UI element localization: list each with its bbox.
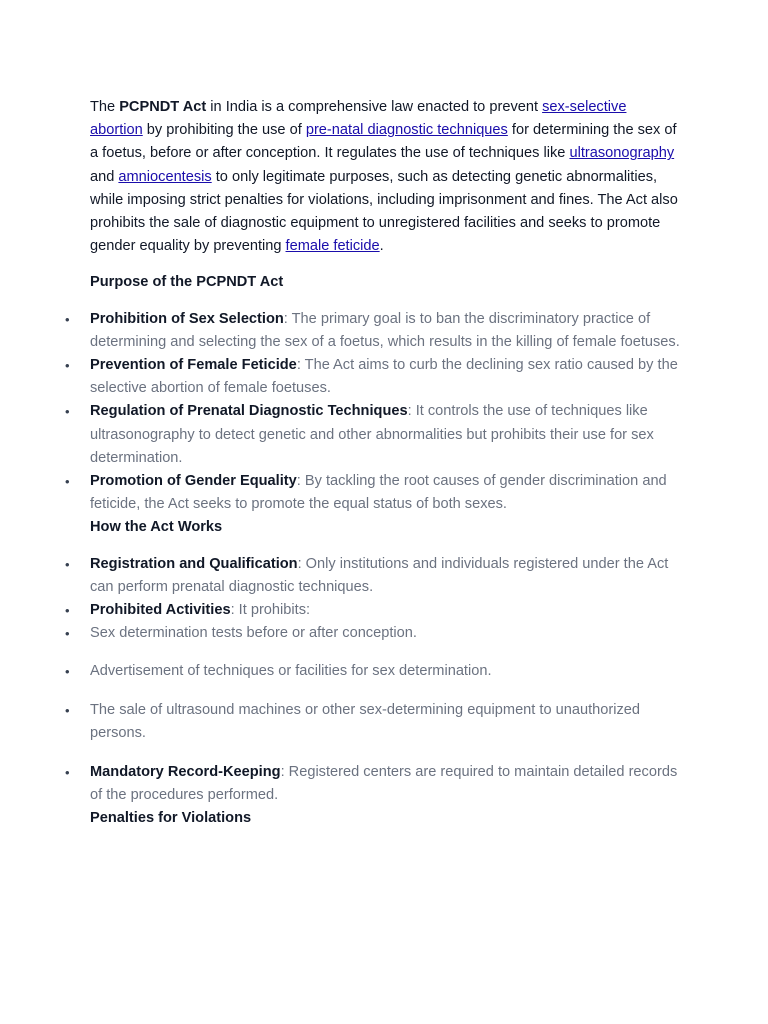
list-item <box>90 470 682 516</box>
list-item-text: : The primary goal is to ban the discriminatory practice of determining and selecting the sex of a foetus, which results in the killing of female foetuses. <box>90 310 680 350</box>
act-name: PCPNDT Act <box>119 99 207 115</box>
list-item <box>90 400 682 470</box>
list-item-title: Registration and Qualification <box>90 555 298 572</box>
link-sex-selective-abortion[interactable]: sex-selective abortion <box>90 99 627 139</box>
intro-text: by prohibiting the use of <box>142 122 306 139</box>
purpose-heading: Purpose of the PCPNDT Act <box>90 274 284 291</box>
link-amniocentesis[interactable]: amniocentesis <box>118 168 212 185</box>
list-item-text: Sex determination tests before or after conception. <box>90 625 417 642</box>
link-female-feticide[interactable]: female feticide <box>285 238 380 255</box>
list-item <box>90 622 682 645</box>
list-item-title: Mandatory Record-Keeping <box>90 764 281 781</box>
document-content <box>90 96 682 831</box>
intro-text: . <box>379 238 384 255</box>
list-item-text: : Only institutions and individuals registered under the Act can perform prenatal diagnostic techniques. <box>90 555 669 595</box>
intro-text: to only legitimate purposes, such as detecting genetic abnormalities, while imposing strict penalties for violations, including imprisonment and fines. The Act also prohibits the sale of diagnostic equipment to unregistered facilities and seeks to promote gender equality by preventing <box>90 168 678 255</box>
list-item-text: : By tackling the root causes of gender discrimination and feticide, the Act seeks to promote the equal status of both sexes. <box>90 473 667 513</box>
list-item <box>90 761 682 807</box>
list-item-text: : The Act aims to curb the declining sex ratio caused by the selective abortion of female foetuses. <box>90 357 678 397</box>
list-item-title: Promotion of Gender Equality <box>90 473 297 490</box>
list-item-text: : It prohibits: <box>230 602 311 619</box>
link-ultrasonography[interactable]: ultrasonography <box>569 145 675 162</box>
list-item-text: : Registered centers are required to maintain detailed records of the procedures performed. <box>90 764 678 804</box>
list-item-text: Advertisement of techniques or facilities for sex determination. <box>90 663 492 680</box>
purpose-list <box>90 308 682 517</box>
list-item-title: Prohibited Activities <box>90 602 231 619</box>
list-item-text: : It controls the use of techniques like ultrasonography to detect genetic and other abnormalities but prohibits their use for sex determination. <box>90 403 654 466</box>
intro-text: in India is a comprehensive law enacted to prevent <box>206 99 543 115</box>
list-item <box>90 553 682 599</box>
list-item-title: Prohibition of Sex Selection <box>90 310 284 327</box>
intro-text: for determining the sex of a foetus, before or after conception. It regulates the use of techniques like <box>90 122 677 162</box>
list-item <box>90 308 682 354</box>
intro-text: and <box>90 168 119 185</box>
intro-text: The <box>90 99 120 115</box>
list-item-text: The sale of ultrasound machines or other sex-determining equipment to unauthorized persons. <box>90 701 641 741</box>
list-item <box>90 354 682 400</box>
link-prenatal-diagnostic-techniques[interactable]: pre-natal diagnostic techniques <box>305 122 508 139</box>
list-item <box>90 660 682 683</box>
penalties-heading: Penalties for Violations <box>90 810 252 827</box>
how-list <box>90 553 682 808</box>
list-item-title: Regulation of Prenatal Diagnostic Techniques <box>90 403 408 420</box>
how-heading: How the Act Works <box>90 519 223 536</box>
list-item-title: Prevention of Female Feticide <box>90 357 297 374</box>
intro-paragraph <box>90 96 682 258</box>
list-item <box>90 699 682 745</box>
list-item <box>90 599 682 622</box>
